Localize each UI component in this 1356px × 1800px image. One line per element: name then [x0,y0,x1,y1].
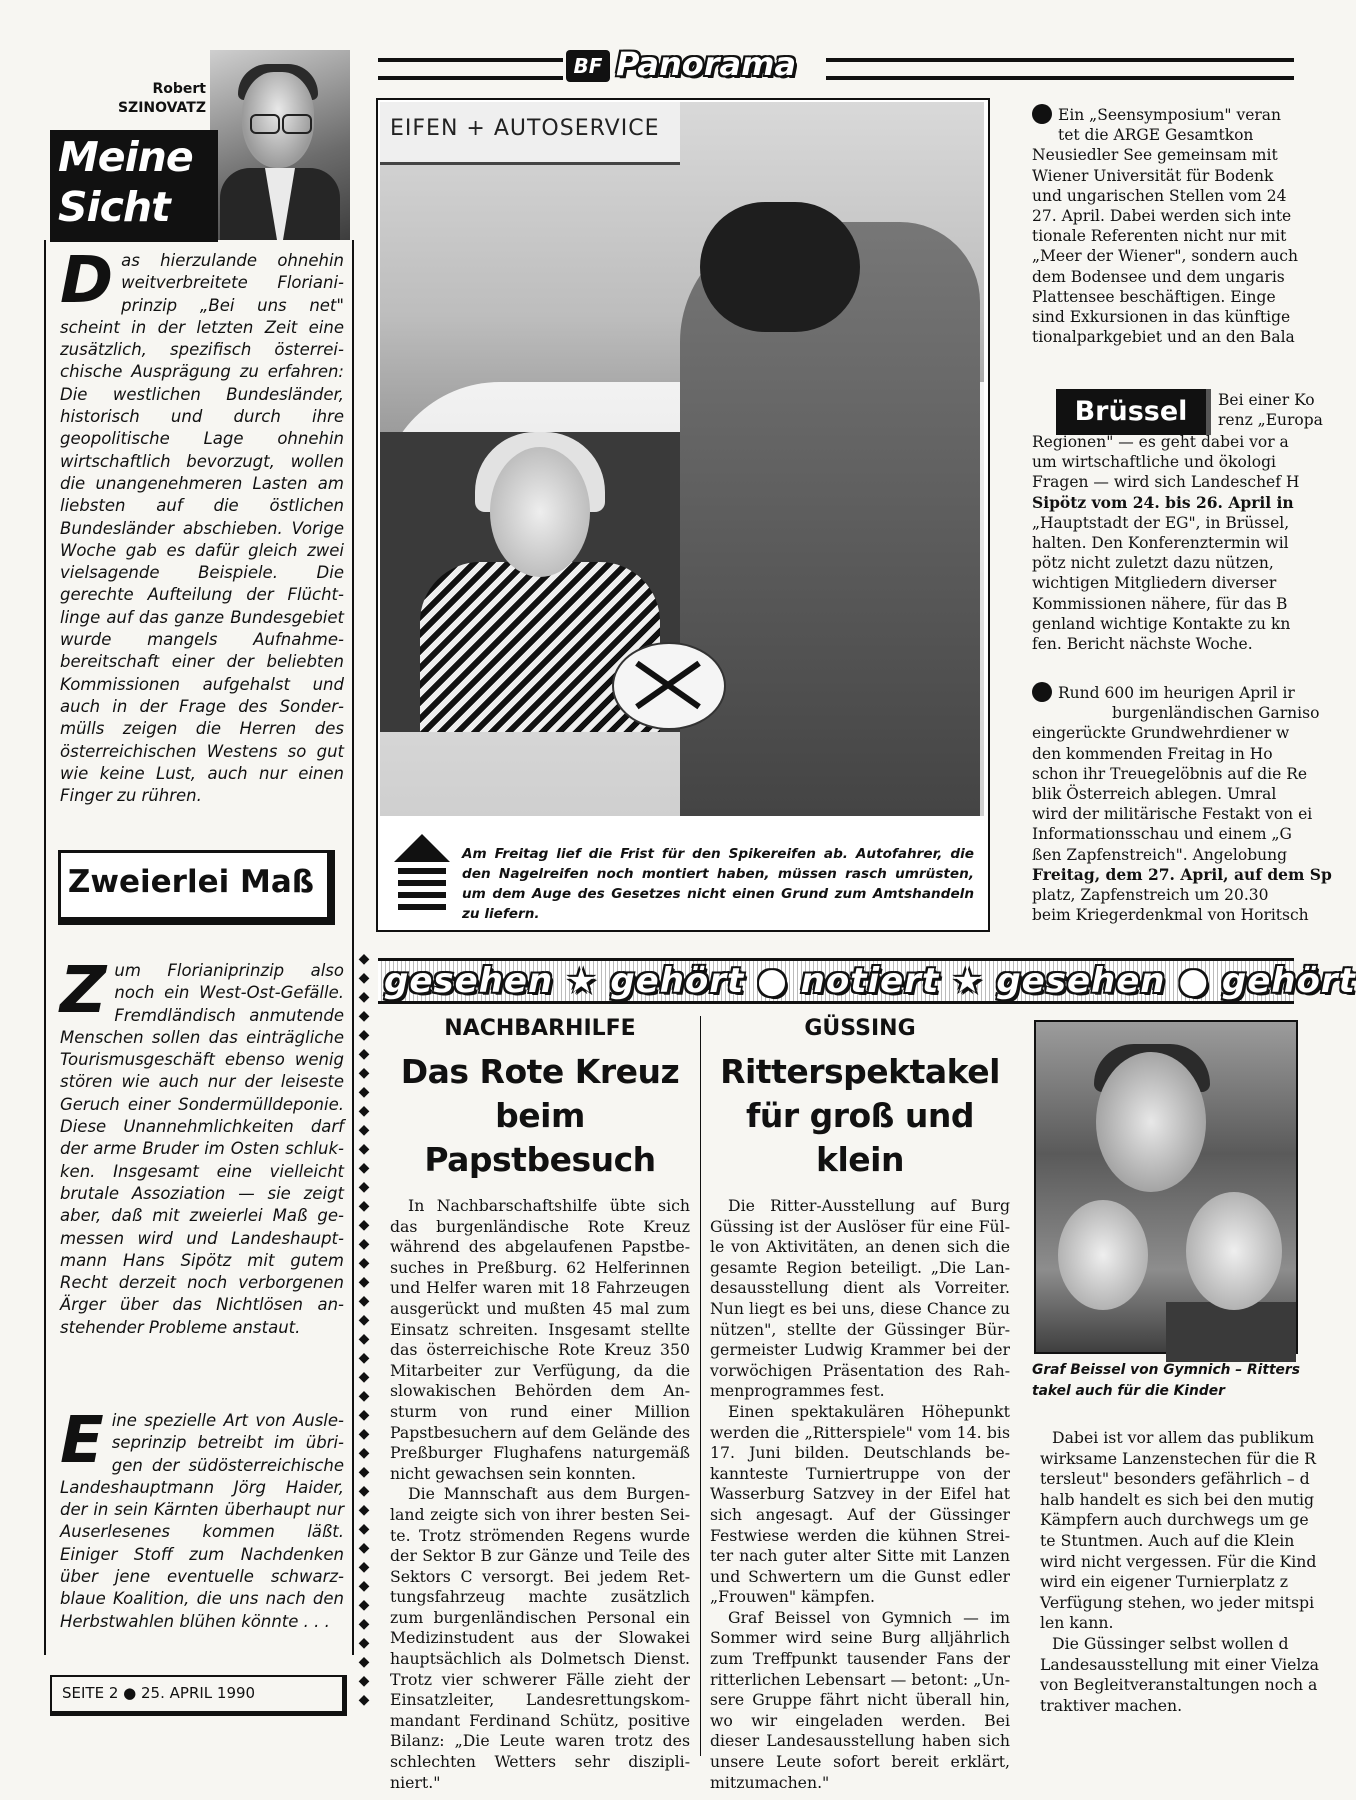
column-paragraph-1-text: as hierzulande ohnehin weitverbreitete Florianiprinzip „Bei uns net" scheint in der letzten Zeit eine zusätzlich, spezifisch österreichische Ausprägung zu erfahren: Die westlichen Bundesländer, historisch und durch ihre geopolitische Lage ohnehin wirtschaftlich bevorzugt, wollen die unangenehmeren Lasten am liebsten auf die östlichen Bundesländer abschieben. Vorige Woche gab es dafür gleich zwei vielsagende Beispiele. Die gerechte Aufteilung der Flüchtlinge auf das ganze Bundesgebiet wurde mangels Aufnahmebereitschaft einer der beliebten Kommissionen aufgehalst und auch in der Frage des Sondermülls zeigen die Herren des österreichischen Westens so gut wie keine Lust, auch nur einen Finger zu rühren. [60,251,344,806]
article-body [710,1196,1010,1793]
brief-3-line: burgenländischen Garniso [1112,704,1320,723]
brief-2-line: „Hauptstadt der EG", in Brüssel, [1032,513,1290,532]
article-continuation [1040,1428,1320,1716]
page-number: SEITE 2 [62,1684,119,1702]
brief-1-line: tionale Referenten nicht nur mit [1032,227,1287,246]
brief-2-line: um wirtschaftliche und ökologi [1032,453,1277,472]
brief-1-line: 27. April. Dabei werden sich inte [1032,207,1292,226]
article-kicker: NACHBARHILFE [444,1016,636,1041]
diamond-rule: ◆ ◆ ◆ ◆ ◆ ◆ ◆ ◆ ◆ ◆ ◆ ◆ ◆ ◆ ◆ ◆ ◆ ◆ ◆ ◆ ◆ ◆ ◆ ◆ ◆ ◆ ◆ ◆ ◆ ◆ ◆ ◆ ◆ ◆ ◆ ◆ ◆ ◆ ◆ ◆ [358,951,370,1708]
column-paragraph-1 [60,244,344,807]
brief-2-line: halten. Den Konferenztermin wil [1032,534,1289,553]
author-last: SZINOVATZ [117,100,206,116]
author-first: Robert [152,81,206,97]
article-kicker: GÜSSING [804,1016,916,1041]
brief-1-line: Wiener Universität für Bodenk [1032,166,1274,185]
article-paragraph: Einen spektakulären Höhepunkt werden die „Ritterspiele" vom 14. bis 17. Juni bilden. Deutschlands bekannteste Turniertruppe von der Wasserburg Satzvey in der Eifel hat sich angesagt. Auf der Güssinger Festwiese werden die kühnen Streiter nach guter alter Sitte mit Lanzen und Schwertern um die Gunst edler „Frouwen" kämpfen. [710,1401,1010,1607]
article-line: tersleut" besonders gefährlich – d [1040,1469,1310,1489]
header-rule-right [826,58,1294,80]
column-paragraph-3-text: ine spezielle Art von Ausleseprinzip betreibt im übrigen der südösterreichische Landeshauptmann Jörg Haider, der in sein Kärnten überhaupt nur Auserlesenes kommen läßt. Einiger Stoff zum Nachdenken über jene eventuelle schwarzblaue Koalition, die uns nach den Herbstwahlen blühen könnte . . . [60,1411,344,1631]
column-paragraph-3 [60,1404,344,1633]
column-paragraph-2 [60,954,344,1339]
article-line: wirksame Lanzenstechen für die R [1040,1448,1316,1468]
column-subhead: Zweierlei Maß [67,864,315,900]
brief-3-line: platz, Zapfenstreich um 20.30 [1032,886,1269,905]
article-line: Kämpfern auch durchwegs um ge [1040,1510,1309,1530]
arrow-up-icon [392,832,452,916]
brief-2-line: Regionen" — es geht dabei vor a [1032,433,1289,451]
article-line: Verfügung stehen, wo jeder mitspi [1040,1592,1315,1612]
article-line: traktiver machen. [1040,1695,1183,1715]
brief-3-line: Rund 600 im heurigen April ir [1032,682,1332,703]
brief-3-line: schon ihr Treuegelöbnis auf die Re [1032,764,1308,783]
column-title [58,132,208,232]
brief-2-line: Fragen — wird sich Landeschef H [1032,473,1300,492]
brief-1-line: Ein „Seensymposium" veran [1032,104,1298,125]
drop-cap: Z [60,954,107,1028]
article-line: von Begleitveranstaltungen noch a [1040,1675,1318,1695]
brief-3-line: Informationsschau und einem „G [1032,825,1292,844]
drop-cap: E [60,1404,104,1478]
article-paragraph: Graf Beissel von Gymnich — im Sommer wird seine Burg alljährlich zum Treffpunkt tausender Fans der ritterlichen Lebensart — betont: „Unsere Gruppe fährt nicht überall hin, wo wir eingeladen werden. Bei dieser Landesausstellung haben sich unsere Leute sofort bereit erklärt, mitzumachen." [710,1607,1010,1792]
brief-1-line: Neusiedler See gemeinsam mit [1032,146,1278,165]
article-nachbarhilfe [390,1014,690,1793]
column-title-line1: Meine [58,133,193,181]
article-body [390,1196,690,1793]
article-line: Dabei ist vor allem das publikum [1052,1428,1315,1447]
brief-2-line: pötz nicht zuletzt dazu nützen, [1032,554,1274,573]
brief-1-line: tet die ARGE Gesamtkon [1058,126,1254,145]
brief-3 [1032,682,1332,925]
brief-1 [1032,104,1298,347]
page-footer [62,1682,255,1704]
article-guessing [710,1014,1010,1793]
article-line: halb handelt es sich bei den mutig [1040,1489,1315,1509]
article-line: wird ein eigener Turnierplatz z [1040,1572,1289,1592]
brief-1-line: sind Exkursionen in das künftige [1032,308,1291,327]
photo-sign-text: EIFEN + AUTOSERVICE [390,116,660,141]
article-paragraph: Die Ritter-Ausstellung auf Burg Güssing ist der Auslöser für eine Fülle von Aktivitäten, an denen sich die gesamte Region beteiligt. „Die Landesausstellung dient als Vorreiter. Nun liegt es bei uns, diese Chance zu nützen", stellte der Güssinger Bürgermeister Ludwig Krammer bei der vorwöchigen Präsentation des Rahmenprogrammes fest. [710,1196,1010,1401]
column-paragraph-2-text: um Florianiprinzip also noch ein West-Ost-Gefälle. Fremdländisch anmutende Menschen sollen das einträgliche Tourismusgeschäft ebenso wenig stören wie auch nur der leiseste Geruch einer Sondermülldeponie. Diese Unannehmlichkeiten darf der arme Bruder im Osten schlukken. Insgesamt eine vielleicht brutale Assoziation — sie zeigt aber, daß mit zweierlei Maß gemessen wird und Landeshauptmann Hans Sipötz mit gutem Recht derzeit noch verborgenen Ärger über das Nichtlösen anstehender Probleme anstaut. [60,961,344,1337]
brief-1-line: „Meer der Wiener", sondern auch [1032,247,1298,266]
brief-3-line: eingerückte Grundwehrdiener w [1032,724,1290,743]
column-divider [700,1016,701,1756]
brief-1-line: tionalparkgebiet und an den Bala [1032,328,1295,347]
article-line: Die Güssinger selbst wollen d [1052,1633,1289,1653]
banner [378,958,1356,1004]
article-paragraph: In Nachbarschaftshilfe übte sich das burgenländische Rote Kreuz während des abgelaufenen Papstbesuches in Preßburg. 62 Helferinnen und Helfer waren mit 18 Fahrzeugen ausgerückt und mußten 45 mal zum Einsatz schreiten. Insgesamt stellte das österreichische Rote Kreuz 350 Mitarbeiter zur Verfügung, da die slowakischen Behörden dem Ansturm von rund einer Million Papstbesuchern auf dem Gelände des Preßburger Flughafens naturgemäß nicht gewachsen sein konnten. [390,1196,690,1483]
brief-3-line: wird der militärische Festakt von ei [1032,805,1313,824]
brief-1-line: Plattensee beschäftigen. Einge [1032,287,1276,306]
brief-1-line: und ungarischen Stellen vom 24 [1032,186,1287,205]
bullet-icon: ● [123,1684,142,1702]
brief-3-line: blik Österreich ablegen. Umral [1032,785,1277,804]
photo-caption: Am Freitag lief die Frist für den Spikereifen ab. Autofahrer, die den Nagelreifen noch montiert haben, müssen rasch umrüsten, um dem Auge des Gesetzes nicht einen Grund zum Amtshandeln zu liefern. [462,846,974,922]
author-photo [210,50,350,240]
bullet-icon [1032,682,1052,702]
brief-2-line: Sipötz vom 24. bis 26. April in [1032,492,1294,512]
header-rule-left [378,58,563,80]
article-line: te Stuntmen. Auch auf die Klein [1040,1530,1295,1550]
article-line: len kann. [1040,1613,1114,1633]
main-photo [380,102,984,816]
brief-1-line: dem Bodensee und dem ungaris [1032,267,1285,286]
brief-2-line: Bei einer Ko [1218,391,1315,409]
brief-3-line: den kommenden Freitag in Ho [1032,744,1273,763]
brief-2 [1032,432,1299,654]
brief-3-line: beim Kriegerdenkmal von Horitsch [1032,906,1309,925]
banner-text: gesehen ★ gehört ● notiert ★ gesehen ● gehört [384,961,1356,1001]
brief-3-line: Freitag, dem 27. April, auf dem Sp [1032,864,1332,884]
article-paragraph: Die Mannschaft aus dem Burgenland zeigte sich von ihrer besten Seite. Trotz strömenden Regens wurde der Sektor B zur Gänze und Teile des Sektors C versorgt. Bei jedem Rettungsfahrzeug machte zusätzlich zum burgenländischen Personal ein Medizinstudent aus der Slowakei hauptsächlich als Dolmetsch Dienst. Trotz vier schwerer Fälle zieht der Einsatzleiter, Landesrettungskommandant Ferdinand Schütz, positive Bilanz: „Die Leute waren trotz des schlechten Wetters sehr diszipliniert." [390,1484,690,1792]
article-headline: Ritterspektakel für groß und klein [720,1052,1000,1179]
caption-line: Graf Beissel von Gymnich – Ritters [1032,1362,1300,1378]
bullet-icon [1032,104,1052,124]
kids-photo [1034,1020,1298,1354]
news-briefs [1028,100,1332,940]
page-date: 25. APRIL 1990 [141,1684,256,1702]
article-body [1040,1428,1320,1716]
brief-2-side [1218,390,1323,430]
brief-2-line: genland wichtige Kontakte zu kn [1032,614,1291,633]
brief-3-line: ßen Zapfenstreich". Angelobung [1032,845,1288,864]
author-name [96,80,206,118]
photo-sign [380,102,680,165]
caption-line: takel auch für die Kinder [1032,1383,1225,1399]
brief-2-line: renz „Europa [1218,411,1323,430]
brief-2-line: wichtigen Mitgliedern diverser [1032,574,1277,593]
article-line: wird nicht vergessen. Für die Kind [1040,1551,1317,1571]
article-headline: Das Rote Kreuz beim Papstbesuch [400,1052,680,1179]
drop-cap: D [60,244,114,318]
article-line: Landesausstellung mit einer Vielza [1040,1654,1320,1674]
brief-2-line: Kommissionen nähere, für das B [1032,594,1288,613]
brief-2-line: fen. Bericht nächste Woche. [1032,635,1253,654]
kids-photo-caption [1032,1360,1300,1402]
section-title: Panorama [616,45,797,83]
section-badge: BF [566,50,610,82]
column-title-line2: Sicht [58,183,170,231]
location-label: Brüssel [1074,396,1188,427]
